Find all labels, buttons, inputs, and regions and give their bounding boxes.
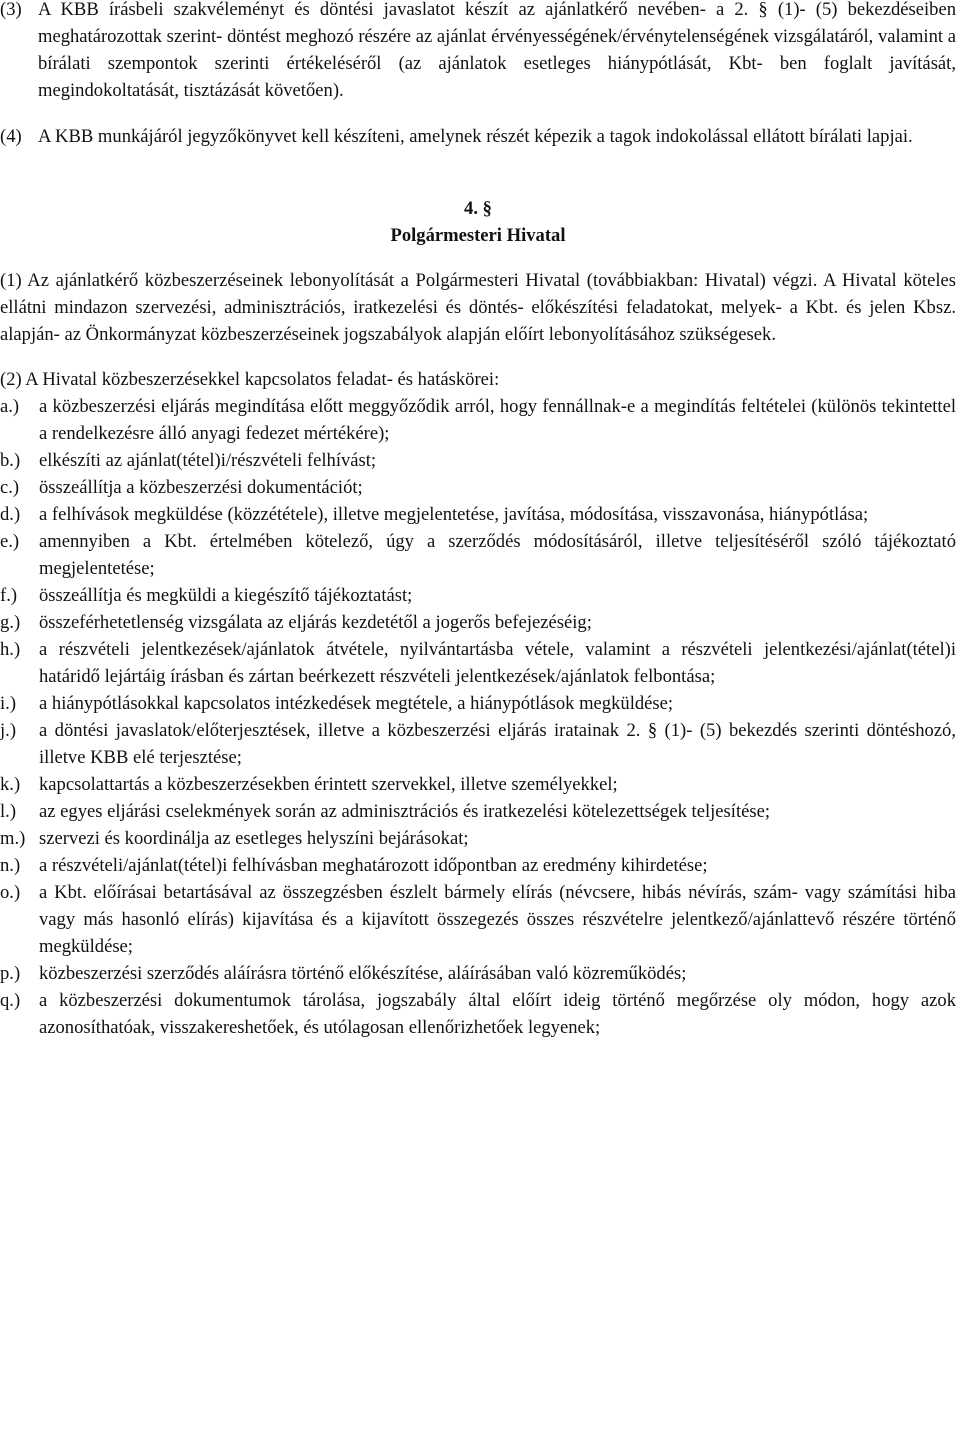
list-item-label: i.) <box>0 693 17 714</box>
paragraph-h1 <box>0 267 956 348</box>
list-item <box>0 528 956 582</box>
list-item-label: j.) <box>0 720 17 741</box>
spacer <box>38 150 956 195</box>
spacer <box>38 249 956 267</box>
list-item-label: m.) <box>0 828 26 849</box>
paragraph-text: Az ajánlatkérő közbeszerzéseinek lebonyolítását a Polgármesteri Hivatal (továbbiakban: Hivatal) végzi. A Hivatal köteles ellátni mindazon szervezési, adminisztrációs, iratkezelési és döntés- előkészítési feladatokat, melyek- a Kbt. és jelen Kbsz. alapján- az Önkormányzat közbeszerzéseinek jogszabályok alapján előírt lebonyolításához szükségesek. <box>0 270 956 345</box>
paragraph-3 <box>0 0 956 104</box>
list-item-label: h.) <box>0 639 21 660</box>
list-item <box>0 717 956 771</box>
list-item-text: összeállítja és megküldi a kiegészítő tájékoztatást; <box>39 585 413 606</box>
section-number: 4. § <box>464 198 492 219</box>
list-item-text: a közbeszerzési eljárás megindítása előtt meggyőződik arról, hogy fennállnak-e a megindítás feltételei (különös tekintettel a rendelkezésre álló anyagi fedezet mértékére); <box>39 396 956 444</box>
list-item <box>0 852 956 879</box>
list-item <box>0 636 956 690</box>
task-list <box>0 393 956 1041</box>
list-item <box>0 825 956 852</box>
list-item <box>0 798 956 825</box>
list-item-text: a közbeszerzési dokumentumok tárolása, jogszabály által előírt ideig történő megőrzése oly módon, hogy azok azonosíthatóak, visszakereshetőek, és utólagosan ellenőrizhetőek legyenek; <box>39 990 956 1038</box>
list-item-text: a hiánypótlásokkal kapcsolatos intézkedések megtétele, a hiánypótlások megküldése; <box>39 693 674 714</box>
list-item-label: p.) <box>0 963 21 984</box>
section-title: Polgármesteri Hivatal <box>390 225 566 246</box>
list-item-label: k.) <box>0 774 21 795</box>
list-item <box>0 393 956 447</box>
list-item-label: n.) <box>0 855 21 876</box>
list-item <box>0 690 956 717</box>
list-item-label: o.) <box>0 882 21 903</box>
spacer <box>38 348 956 366</box>
list-item-text: a döntési javaslatok/előterjesztések, illetve a közbeszerzési eljárás iratainak 2. § (1)- (5) bekezdés szerinti döntéshozó, illetve KBB elé terjesztése; <box>39 720 956 768</box>
list-item-label: a.) <box>0 396 20 417</box>
list-item-label: d.) <box>0 504 21 525</box>
paragraph-number: (3) <box>0 0 22 20</box>
list-item-text: a részvételi/ajánlat(tétel)i felhívásban meghatározott időpontban az eredmény kihirdetése; <box>39 855 708 876</box>
list-item <box>0 474 956 501</box>
list-item-text: a felhívások megküldése (közzététele), illetve megjelentetése, javítása, módosítása, visszavonása, hiánypótlása; <box>39 504 869 525</box>
list-item-label: q.) <box>0 990 21 1011</box>
list-item <box>0 447 956 474</box>
list-item-text: elkészíti az ajánlat(tétel)i/részvételi felhívást; <box>39 450 377 471</box>
list-item <box>0 960 956 987</box>
list-item <box>0 582 956 609</box>
list-item-text: összeállítja a közbeszerzési dokumentációt; <box>39 477 363 498</box>
paragraph-number: (1) <box>0 270 22 291</box>
paragraph-4 <box>0 123 956 150</box>
list-item-text: a részvételi jelentkezések/ajánlatok átvétele, nyilvántartásba vétele, valamint a részvételi jelentkezési/ajánlat(tétel)i határidő lejártáig írásban és zártan beérkezett részvételi jelentkezések/ajánlatok felbontása; <box>39 639 956 687</box>
list-item-text: kapcsolattartás a közbeszerzésekben érintett szervekkel, illetve személyekkel; <box>39 774 618 795</box>
list-item-label: c.) <box>0 477 20 498</box>
list-item <box>0 501 956 528</box>
paragraph-text: A KBB munkájáról jegyzőkönyvet kell készíteni, amelynek részét képezik a tagok indokolással ellátott bírálati lapjai. <box>38 126 913 147</box>
list-item-label: l.) <box>0 801 17 822</box>
list-item-label: e.) <box>0 531 20 552</box>
list-item <box>0 609 956 636</box>
list-item-text: közbeszerzési szerződés aláírásra történő előkészítése, aláírásában való közreműködés; <box>39 963 687 984</box>
list-item-text: összeférhetetlenség vizsgálata az eljárás kezdetétől a jogerős befejezéséig; <box>39 612 592 633</box>
paragraph-number: (4) <box>0 126 22 147</box>
list-item-label: f.) <box>0 585 18 606</box>
paragraph-h2: (2) A Hivatal közbeszerzésekkel kapcsolatos feladat- és hatáskörei: <box>0 369 500 390</box>
list-item <box>0 879 956 960</box>
list-item-text: a Kbt. előírásai betartásával az összegzésben észlelt bármely elírás (névcsere, hibás névírás, szám- vagy számítási hiba vagy más hasonló elírás) kijavítása és a kijavított összegezés összes részvételre jelentkező/ajánlattevő részére történő megküldése; <box>39 882 956 957</box>
list-item-text: szervezi és koordinálja az esetleges helyszíni bejárásokat; <box>39 828 469 849</box>
list-item <box>0 771 956 798</box>
list-item-label: g.) <box>0 612 21 633</box>
spacer <box>38 104 956 123</box>
list-item-text: amennyiben a Kbt. értelmében kötelező, úgy a szerződés módosításáról, illetve teljesítéséről szóló tájékoztató megjelentetése; <box>39 531 956 579</box>
list-item-text: az egyes eljárási cselekmények során az adminisztrációs és iratkezelési kötelezettségek teljesítése; <box>39 801 771 822</box>
list-item <box>0 987 956 1041</box>
paragraph-text: A KBB írásbeli szakvéleményt és döntési javaslatot készít az ajánlatkérő nevében- a 2. § (1)- (5) bekezdéseiben meghatározottak szerint- döntést meghozó részére az ajánlat érvényességének/érvénytelenségének vizsgálatáról, valamint a bírálati szempontok szerinti értékeléséről (az ajánlatok esetleges hiánypótlását, Kbt- ben foglalt javítását, megindokoltatását, tisztázását követően). <box>38 0 956 101</box>
list-item-label: b.) <box>0 450 21 471</box>
